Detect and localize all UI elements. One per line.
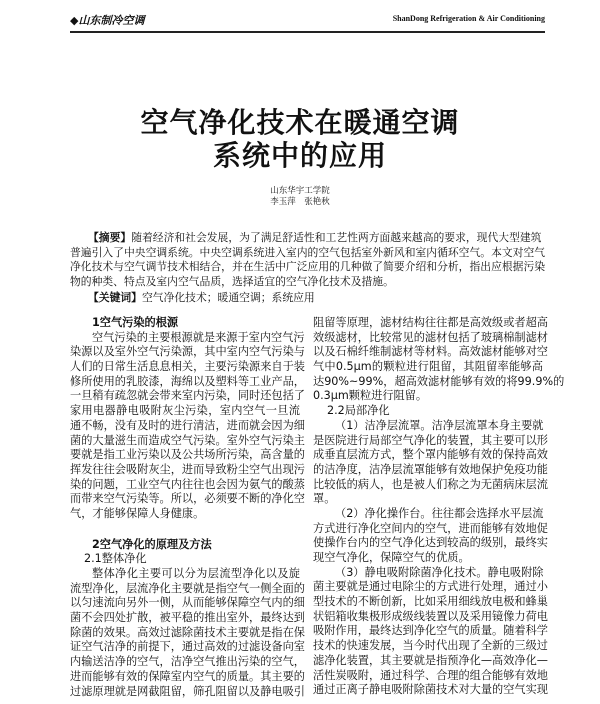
body-text-line: 人们的日常生活息息相关，主要污染源来自于装: [70, 360, 305, 374]
body-text-line: 过滤原理就是网截阻留，筛孔阻留以及静电吸引: [70, 684, 305, 698]
body-text-line: 以匀速流向另外一侧，从而能够保障空气内的细: [70, 596, 305, 610]
body-text-line: 除菌的效果。高效过滤除菌技术主要就是指在保: [70, 625, 305, 639]
body-text-line: 染的问题，工业空气内往往也会因为氨气的酸蒸: [70, 477, 305, 491]
body-text-line: 效级滤材，比较常见的滤材包括了玻璃棉制滤材: [313, 330, 548, 344]
body-text-line: 罩。: [313, 492, 336, 506]
body-text-line: 阻留等原理，滤材结构往往都是高效级或者超高: [313, 316, 548, 329]
abstract: [70, 231, 548, 290]
section-heading: 1空气污染的根源: [92, 316, 179, 329]
abstract-text: 随着经济和社会发展，为了满足舒适性和工艺性两方面越来越高的要求，现代大型建筑: [131, 231, 542, 244]
body-text-line: 气，才能够保障人身健康。: [70, 506, 205, 520]
body-text-line: 状铝箱收集极形成级线装置以及采用镜像力荷电: [313, 609, 548, 623]
body-text-line: 是医院进行局部空气净化的装置，其主要可以形: [313, 433, 548, 447]
body-text-line: 挥发往往会吸附灰尘，进而导致粉尘空气出现污: [70, 462, 305, 476]
body-text-line: 而带来空气污染等。所以，必须要不断的净化空: [70, 492, 305, 506]
body-text-line: 流型净化，层流净化主要就是指空气一侧全面的: [70, 581, 305, 595]
body-text-line: 达90%~99%，超高效滤材能够有效的将99.9%的: [313, 374, 565, 388]
body-text-line: 滤净化装置，其主要就是指预净化—高效净化—: [313, 653, 548, 667]
paragraph-gap: [70, 522, 300, 538]
body-text-line: 通不畅，没有及时的进行清洁，进而就会因为细: [70, 418, 305, 432]
body-text-line: （1）洁净层流罩。洁净层流罩本身主要就: [335, 418, 544, 432]
abstract-label: 【摘要】: [88, 231, 132, 244]
body-text-line: 0.3μm颗粒进行阻留。: [313, 389, 428, 403]
journal-name-en: ShanDong Refrigeration & Air Conditioning: [392, 14, 545, 23]
body-text-line: 修所使用的乳胶漆，海绵以及塑料等工业产品，: [70, 374, 305, 388]
body-text-line: 进而能够有效的保障室内空气的质量。其主要的: [70, 669, 305, 683]
body-text-line: 使操作台内的空气净化达到较高的级别，最终实: [313, 536, 548, 550]
keywords-label: 【关键词】: [88, 291, 142, 304]
body-text-line: （3）静电吸附除菌净化技术。静电吸附除: [335, 565, 544, 579]
author-names: 李玉萍 张艳秋: [270, 197, 330, 207]
left-column: [70, 316, 305, 699]
body-text-line: 的洁净度，洁净层流罩能够有效地保护免疫功能: [313, 462, 548, 476]
body-text-line: 菌主要就是通过电除尘的方式进行处理，通过小: [313, 580, 548, 594]
body-text-line: 证空气洁净的前提下，通过高效的过滤设备向室: [70, 640, 305, 654]
subsection-heading: 2.2局部净化: [327, 404, 390, 418]
body-text-line: 内输送洁净的空气，洁净空气推出污染的空气，: [70, 655, 305, 669]
body-text-line: 活性炭吸附，通过科学、合理的组合能够有效地: [313, 668, 548, 682]
body-text-line: 染源以及室外空气污染源，其中室内空气污染与: [70, 345, 305, 359]
body-text-line: 家用电器静电吸附灰尘污染，室内空气一旦流: [70, 404, 300, 418]
body-text-line: 菌的大量滋生而造成空气污染。室外空气污染主: [70, 433, 305, 447]
right-column: [313, 316, 565, 698]
body-text-line: 方式进行净化空间内的空气，进而能够有效地促: [313, 521, 548, 535]
body-text-line: 技术的快速发展，当今时代出现了全新的三级过: [313, 639, 548, 653]
body-text-line: 气中0.5μm的颗粒进行阻留，其阻留率能够高: [313, 360, 543, 374]
article-title-line-1: 空气净化技术在暖通空调: [140, 106, 460, 139]
body-text-line: 比较低的病人，也是被人们称之为无菌病床层流: [313, 477, 548, 491]
body-text-line: 吸附作用，最终达到净化空气的质量。随着科学: [313, 624, 548, 638]
body-text-line: 以及石棉纤维制滤材等材料。高效滤材能够对空: [313, 345, 548, 359]
journal-name-cn: ◆山东制冷空调: [70, 14, 145, 27]
header-rule: [70, 31, 545, 33]
abstract-line: [70, 231, 548, 246]
body-text-line: 要就是指工业污染以及公共场所污染，高含量的: [70, 448, 305, 462]
body-text-line: 现空气净化，保障空气的优质。: [313, 551, 470, 564]
abstract-line: 净化技术与空气调节技术相结合，并在生活中广泛应用的几种做了简要介绍和分析，指出应根据污染: [70, 260, 546, 274]
body-text-line: 通过正离子静电吸附除菌技术对大量的空气实现: [313, 683, 548, 697]
author-affiliation: 山东华宇工学院: [270, 186, 330, 196]
body-text-line: 成垂直层流方式，整个罩内能够有效的保持高效: [313, 448, 548, 462]
body-text-line: 整体净化主要可以分为层流型净化以及旋: [92, 567, 300, 580]
article-title-line-2: 系统中的应用: [212, 139, 387, 172]
abstract-line: 物的种类、特点及室内空气品质，选择适宜的空气净化技术及措施。: [70, 275, 394, 289]
keywords: [88, 290, 315, 305]
keywords-text: 空气净化技术；暖通空调；系统应用: [141, 291, 315, 304]
body-text-line: 一旦稍有疏忽就会带来室内污染，同时还包括了: [70, 389, 305, 403]
body-text-line: （2）净化操作台。往往都会选择水平层流: [335, 506, 544, 520]
body-text-line: 菌不会四处扩散，被平稳的推出室外，最终达到: [70, 611, 305, 625]
subsection-heading: 2.1整体净化: [84, 552, 147, 566]
body-text-line: 空气污染的主要根源就是来源于室内空气污: [92, 330, 305, 344]
body-text-line: 型技术的不断创新，比如采用细线放电极和蜂巢: [313, 595, 548, 609]
abstract-line: 普遍引入了中央空调系统。中央空调系统进入室内的空气包括室外新风和室内循环空气。本文对空气: [70, 245, 546, 259]
section-heading: 2空气净化的原理及方法: [92, 537, 212, 551]
